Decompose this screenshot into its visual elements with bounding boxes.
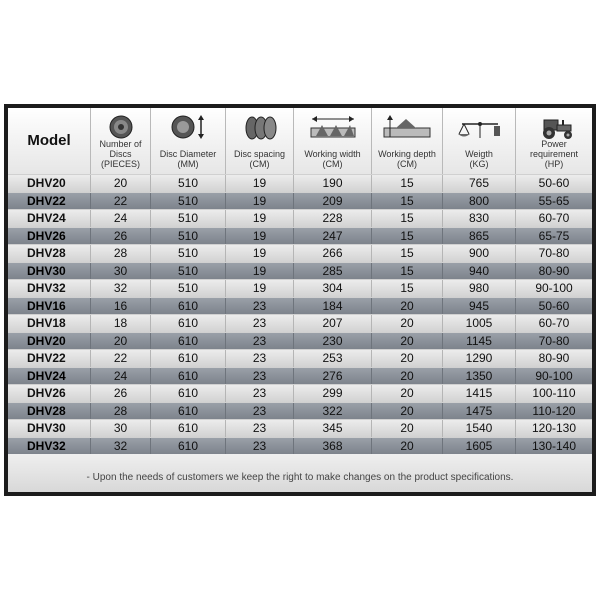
cell-diameter: 510 [150,210,225,227]
cell-depth: 20 [371,438,442,455]
cell-spacing: 19 [225,263,293,280]
table-row [8,419,592,437]
cell-weight: 1605 [442,438,515,455]
table-row [8,227,592,245]
cell-discs: 26 [90,385,150,402]
header-model [8,108,90,174]
cell-power: 70-80 [515,245,592,262]
cell-discs: 22 [90,350,150,367]
cell-depth: 15 [371,228,442,245]
cell-spacing: 19 [225,193,293,210]
cell-weight: 765 [442,175,515,192]
header-depth [371,108,442,174]
cell-weight: 800 [442,193,515,210]
cell-depth: 15 [371,193,442,210]
header-discs [90,108,150,174]
cell-spacing: 23 [225,385,293,402]
cell-power: 80-90 [515,350,592,367]
cell-depth: 20 [371,315,442,332]
cell-width: 276 [293,368,371,385]
cell-power: 80-90 [515,263,592,280]
cell-weight: 1290 [442,350,515,367]
cell-width: 368 [293,438,371,455]
cell-width: 190 [293,175,371,192]
cell-width: 253 [293,350,371,367]
table-row [8,367,592,385]
cell-diameter: 610 [150,368,225,385]
cell-spacing: 19 [225,175,293,192]
cell-weight: 900 [442,245,515,262]
table-header [8,108,592,174]
working-depth-icon [382,114,432,145]
cell-spacing: 19 [225,228,293,245]
cell-power: 55-65 [515,193,592,210]
header-width [293,108,371,174]
cell-width: 230 [293,333,371,350]
table-row [8,262,592,280]
spec-table-frame [4,104,596,496]
cell-power: 90-100 [515,280,592,297]
cell-discs: 20 [90,175,150,192]
disc-diameter-icon [168,114,208,145]
cell-width: 184 [293,298,371,315]
cell-depth: 15 [371,210,442,227]
cell-diameter: 510 [150,193,225,210]
scale-icon [454,114,504,145]
header-spacing [225,108,293,174]
table-row [8,192,592,210]
table-row [8,279,592,297]
cell-weight: 940 [442,263,515,280]
cell-model: DHV26 [27,386,66,400]
cell-power: 60-70 [515,315,592,332]
cell-width: 345 [293,420,371,437]
header-label: Number of Discs (PIECES) [99,139,142,169]
cell-diameter: 610 [150,298,225,315]
header-diameter [150,108,225,174]
cell-model: DHV28 [27,246,66,260]
cell-discs: 30 [90,420,150,437]
cell-power: 120-130 [515,420,592,437]
cell-depth: 20 [371,333,442,350]
table-row [8,314,592,332]
cell-weight: 1475 [442,403,515,420]
cell-spacing: 23 [225,350,293,367]
cell-model: DHV30 [27,263,66,278]
cell-depth: 20 [371,368,442,385]
header-label: Disc Diameter (MM) [159,149,217,169]
cell-discs: 24 [90,368,150,385]
cell-diameter: 610 [150,438,225,455]
footnote: - Upon the needs of customers we keep the right to make changes on the product specifications. [86,472,514,483]
header-label: Power requirement (HP) [529,139,579,169]
cell-discs: 30 [90,263,150,280]
cell-model: DHV32 [27,281,66,295]
cell-diameter: 510 [150,228,225,245]
cell-spacing: 23 [225,298,293,315]
cell-discs: 16 [90,298,150,315]
cell-discs: 26 [90,228,150,245]
cell-model: DHV18 [27,316,66,330]
cell-spacing: 19 [225,280,293,297]
cell-model: DHV16 [27,298,66,313]
cell-discs: 24 [90,210,150,227]
cell-weight: 1540 [442,420,515,437]
cell-discs: 28 [90,245,150,262]
cell-power: 50-60 [515,298,592,315]
cell-weight: 865 [442,228,515,245]
cell-diameter: 610 [150,315,225,332]
spec-table [8,108,592,492]
cell-discs: 20 [90,333,150,350]
cell-weight: 1415 [442,385,515,402]
cell-depth: 20 [371,350,442,367]
header-label: Working depth (CM) [378,149,436,169]
cell-discs: 32 [90,438,150,455]
cell-depth: 20 [371,420,442,437]
cell-spacing: 23 [225,315,293,332]
cell-weight: 830 [442,210,515,227]
table-row [8,244,592,262]
cell-model: DHV32 [27,438,66,453]
cell-power: 50-60 [515,175,592,192]
cell-power: 130-140 [515,438,592,455]
cell-weight: 1350 [442,368,515,385]
cell-width: 285 [293,263,371,280]
cell-weight: 1005 [442,315,515,332]
cell-diameter: 610 [150,333,225,350]
cell-diameter: 610 [150,385,225,402]
cell-spacing: 23 [225,403,293,420]
table-row [8,297,592,315]
table-row [8,384,592,402]
header-label: Weigth (KG) [465,149,493,169]
disc-spacing-icon [240,114,280,145]
table-footer [8,454,592,492]
cell-model: DHV22 [27,351,66,365]
cell-width: 304 [293,280,371,297]
cell-depth: 15 [371,175,442,192]
cell-depth: 20 [371,403,442,420]
cell-spacing: 19 [225,245,293,262]
cell-power: 70-80 [515,333,592,350]
cell-model: DHV22 [27,193,66,208]
table-body [8,174,592,454]
cell-diameter: 510 [150,263,225,280]
cell-diameter: 610 [150,420,225,437]
cell-weight: 1145 [442,333,515,350]
table-row [8,402,592,420]
cell-model: DHV20 [27,333,66,348]
cell-diameter: 610 [150,350,225,367]
cell-power: 100-110 [515,385,592,402]
cell-depth: 20 [371,385,442,402]
cell-width: 207 [293,315,371,332]
cell-power: 60-70 [515,210,592,227]
cell-spacing: 23 [225,333,293,350]
cell-depth: 15 [371,263,442,280]
cell-width: 209 [293,193,371,210]
cell-depth: 15 [371,245,442,262]
working-width-icon [308,114,358,145]
cell-power: 90-100 [515,368,592,385]
cell-width: 247 [293,228,371,245]
header-power [515,108,592,174]
cell-diameter: 510 [150,175,225,192]
cell-power: 65-75 [515,228,592,245]
table-row [8,174,592,192]
cell-diameter: 610 [150,403,225,420]
cell-model: DHV20 [27,176,66,190]
cell-spacing: 23 [225,368,293,385]
cell-discs: 28 [90,403,150,420]
cell-model: DHV26 [27,228,66,243]
cell-model: DHV24 [27,211,66,225]
cell-depth: 15 [371,280,442,297]
cell-spacing: 19 [225,210,293,227]
cell-width: 322 [293,403,371,420]
header-weight [442,108,515,174]
cell-diameter: 510 [150,280,225,297]
cell-discs: 18 [90,315,150,332]
cell-width: 299 [293,385,371,402]
cell-spacing: 23 [225,438,293,455]
table-row [8,349,592,367]
cell-model: DHV30 [27,421,66,435]
cell-model: DHV24 [27,368,66,383]
cell-discs: 32 [90,280,150,297]
header-label: Working width (CM) [304,149,361,169]
cell-spacing: 23 [225,420,293,437]
header-label: Model [27,132,71,149]
cell-weight: 980 [442,280,515,297]
cell-width: 266 [293,245,371,262]
cell-model: DHV28 [27,403,66,418]
table-row [8,209,592,227]
cell-power: 110-120 [515,403,592,420]
cell-diameter: 510 [150,245,225,262]
cell-depth: 20 [371,298,442,315]
header-label: Disc spacing (CM) [233,149,286,169]
cell-width: 228 [293,210,371,227]
cell-discs: 22 [90,193,150,210]
table-row [8,437,592,455]
table-row [8,332,592,350]
cell-weight: 945 [442,298,515,315]
